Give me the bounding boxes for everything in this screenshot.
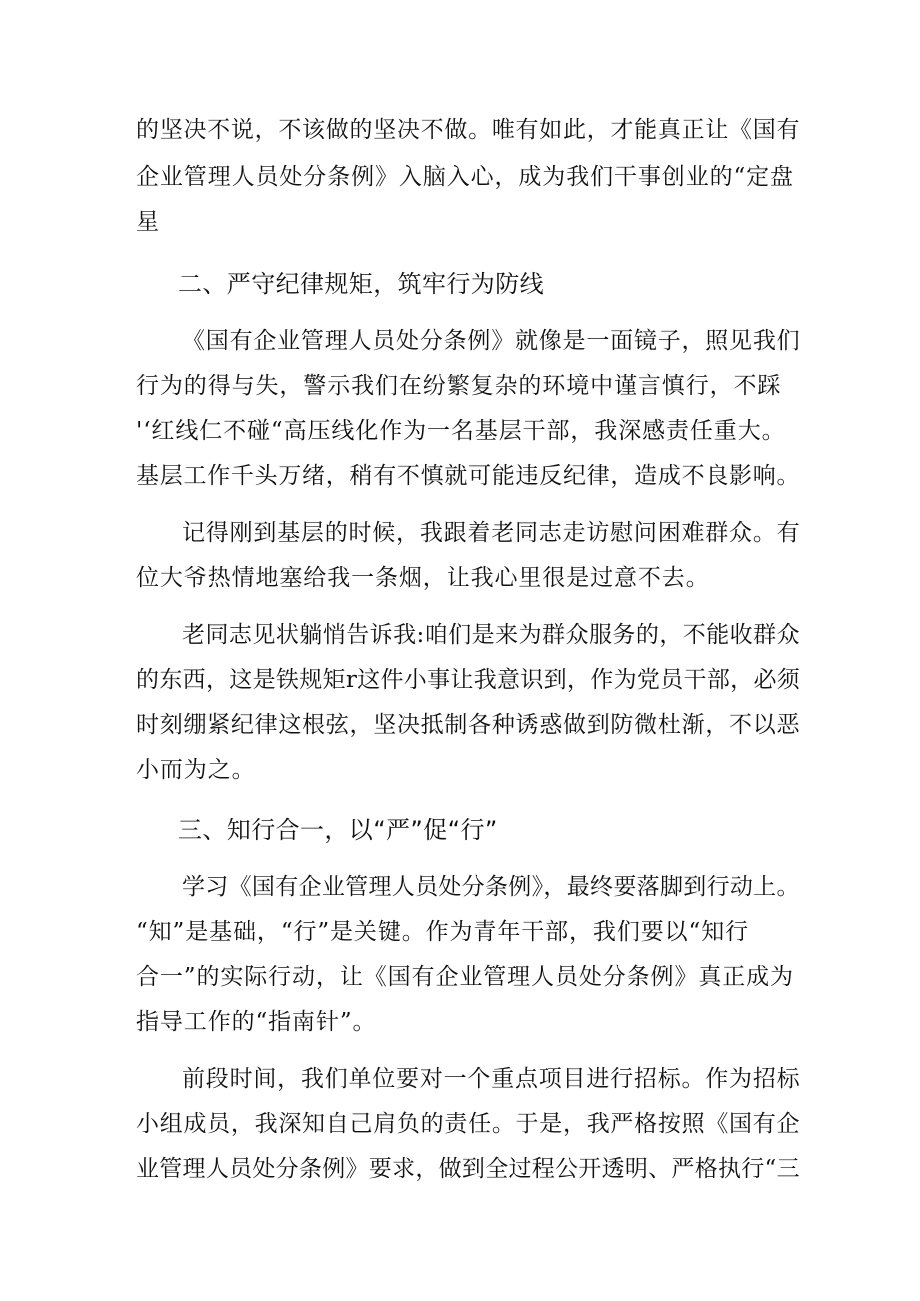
body-text-line: 时刻绷紧纪律这根弦，坚决抵制各种诱惑做到防微杜渐，不以恶: [136, 712, 801, 738]
body-text-line: 老同志见状躺悄告诉我:咱们是来为群众服务的，不能收群众: [182, 622, 801, 648]
body-text-line: 企业管理人员处分条例》入脑入心，成为我们干事创业的“定盘: [136, 164, 794, 190]
body-text-line: 基层工作千头万绪，稍有不慎就可能违反纪律，造成不良影响。: [136, 463, 801, 489]
body-text-line: 记得刚到基层的时候，我跟着老同志走访慰问困难群众。有: [182, 520, 801, 546]
body-text-line: 业管理人员处分条例》要求，做到全过程公开透明、严格执行“三: [136, 1156, 800, 1182]
body-text-line: '‘红线仁不碰“高压线化作为一名基层干部，我深感责任重大。: [136, 418, 786, 444]
body-text-line: 小组成员，我深知自己肩负的责任。于是，我严格按照《国有企: [136, 1111, 801, 1137]
body-text-line: 前段时间，我们单位要对一个重点项目进行招标。作为招标: [182, 1066, 801, 1092]
body-text-line: 小而为之。: [136, 757, 256, 783]
section-heading-2: 二、严守纪律规矩，筑牢行为防线: [178, 270, 544, 298]
body-text-line: 的东西，这是铁规矩r这件小事让我意识到，作为党员干部，必须: [136, 667, 801, 693]
body-text-line: 《国有企业管理人员处分条例》就像是一面镜子，照见我们: [182, 328, 801, 354]
body-text-line: 的坚决不说，不该做的坚决不做。唯有如此，才能真正让《国有: [136, 117, 801, 143]
body-text-line: 合一”的实际行动，让《国有企业管理人员处分条例》真正成为: [136, 964, 794, 990]
body-text-line: 行为的得与失，警示我们在纷繁复杂的环境中谨言慎行，不踩: [136, 373, 782, 399]
body-text-line: 指导工作的“指南针”。: [136, 1009, 377, 1035]
body-text-line: “知”是基础，“行”是关键。作为青年干部，我们要以“知行: [136, 919, 749, 945]
body-text-line: 星: [136, 209, 160, 235]
body-text-line: 学习《国有企业管理人员处分条例》，最终要落脚到行动上。: [182, 874, 800, 900]
section-heading-3: 三、知行合一，以“严”促“行”: [178, 816, 498, 844]
body-text-line: 位大爷热情地塞给我一条烟，让我心里很是过意不去。: [136, 565, 710, 591]
